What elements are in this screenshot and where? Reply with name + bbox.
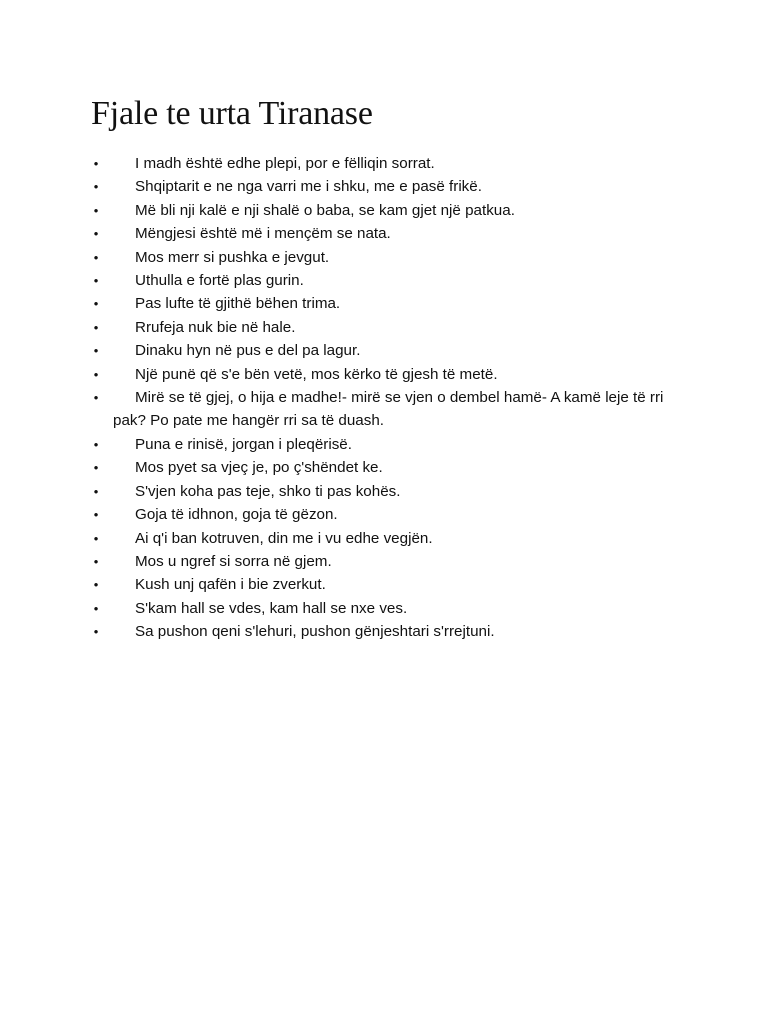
bullet-icon: • bbox=[93, 624, 99, 640]
bullet-icon: • bbox=[93, 553, 99, 569]
bullet-icon: • bbox=[93, 460, 99, 476]
proverb-text: Mos pyet sa vjeç je, po ç'shëndet ke. bbox=[135, 459, 383, 477]
bullet-icon: • bbox=[93, 600, 99, 616]
list-item bbox=[0, 292, 768, 315]
proverb-text: Mos u ngref si sorra në gjem. bbox=[135, 552, 332, 570]
list-item bbox=[0, 339, 768, 362]
list-item bbox=[0, 386, 768, 433]
proverb-text: Uthulla e fortë plas gurin. bbox=[135, 272, 304, 290]
list-item bbox=[0, 597, 768, 620]
bullet-icon: • bbox=[93, 483, 99, 499]
list-item bbox=[0, 433, 768, 456]
list-item bbox=[0, 503, 768, 526]
list-item bbox=[0, 620, 768, 643]
bullet-icon: • bbox=[93, 507, 99, 523]
proverb-text: Ai q'i ban kotruven, din me i vu edhe vegjën. bbox=[135, 529, 433, 547]
proverb-text: Dinaku hyn në pus e del pa lagur. bbox=[135, 342, 361, 360]
proverb-text: Puna e rinisë, jorgan i pleqërisë. bbox=[135, 435, 352, 453]
list-item bbox=[0, 316, 768, 339]
proverb-text: Mos merr si pushka e jevgut. bbox=[135, 248, 330, 266]
bullet-icon: • bbox=[93, 436, 99, 452]
bullet-icon: • bbox=[93, 319, 99, 335]
proverb-text: S'kam hall se vdes, kam hall se nxe ves. bbox=[135, 599, 408, 617]
proverb-text: Kush unj qafën i bie zverkut. bbox=[135, 576, 326, 594]
list-item bbox=[0, 527, 768, 550]
proverb-text: Mirë se të gjej, o hija e madhe!- mirë se vjen o dembel hamë- A kamë leje të rri pak? Po pate me hangër rri sa të duash. bbox=[113, 389, 664, 430]
proverb-text: I madh është edhe plepi, por e fëlliqin sorrat. bbox=[135, 155, 435, 172]
bullet-icon: • bbox=[93, 366, 99, 382]
bullet-icon: • bbox=[93, 530, 99, 546]
bullet-icon: • bbox=[93, 343, 99, 359]
bullet-icon: • bbox=[93, 179, 99, 195]
bullet-icon: • bbox=[93, 390, 99, 406]
list-item bbox=[0, 550, 768, 573]
proverb-text: Më bli nji kalë e nji shalë o baba, se kam gjet një patkua. bbox=[135, 201, 515, 219]
list-item bbox=[0, 456, 768, 479]
proverb-text: Një punë që s'e bën vetë, mos kërko të gjesh të metë. bbox=[135, 365, 498, 383]
list-item bbox=[0, 480, 768, 503]
bullet-icon: • bbox=[93, 226, 99, 242]
list-item bbox=[0, 269, 768, 292]
list-item bbox=[0, 199, 768, 222]
bullet-icon: • bbox=[93, 156, 99, 171]
proverb-text: Rrufeja nuk bie në hale. bbox=[135, 318, 296, 336]
list-item bbox=[0, 246, 768, 269]
bullet-icon: • bbox=[93, 249, 99, 265]
proverb-text: Pas lufte të gjithë bëhen trima. bbox=[135, 295, 341, 313]
bullet-icon: • bbox=[93, 296, 99, 312]
proverb-text: Shqiptarit e ne nga varri me i shku, me e pasë frikë. bbox=[135, 178, 482, 196]
proverb-text: Sa pushon qeni s'lehuri, pushon gënjeshtari s'rrejtuni. bbox=[135, 623, 495, 641]
proverb-list bbox=[0, 152, 768, 644]
list-item bbox=[0, 152, 768, 175]
proverb-text: Goja të idhnon, goja të gëzon. bbox=[135, 506, 338, 524]
document-title: Fjale te urta Tiranase bbox=[91, 95, 373, 132]
proverb-text: Mëngjesi është më i mençëm se nata. bbox=[135, 225, 391, 243]
list-item bbox=[0, 222, 768, 245]
bullet-icon: • bbox=[93, 273, 99, 289]
proverb-text: S'vjen koha pas teje, shko ti pas kohës. bbox=[135, 482, 401, 500]
list-item bbox=[0, 363, 768, 386]
bullet-icon: • bbox=[93, 577, 99, 593]
list-item bbox=[0, 573, 768, 596]
bullet-icon: • bbox=[93, 202, 99, 218]
list-item bbox=[0, 175, 768, 198]
